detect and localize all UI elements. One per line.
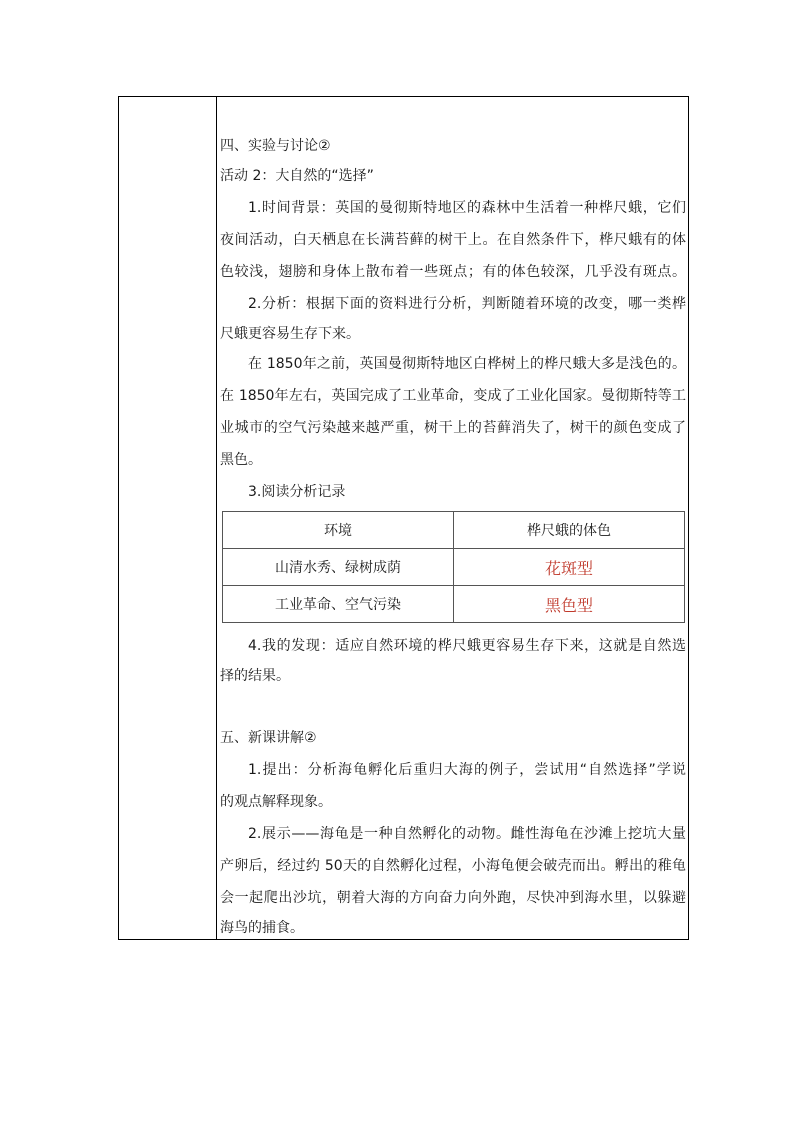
table-cell: 工业革命、空气污染 <box>223 586 454 623</box>
para-line: 尺蛾更容易生存下来。 <box>220 326 360 342</box>
table-answer-cell: 花斑型 <box>454 549 685 586</box>
para-line: 海鸟的捕食。 <box>220 920 304 936</box>
para-line: 4.我的发现：适应自然环境的桦尺蛾更容易生存下来，这就是自然选 <box>248 638 686 654</box>
content-cell <box>218 97 688 939</box>
para-line: 在 1850年之前，英国曼彻斯特地区白桦树上的桦尺蛾大多是浅色的。 <box>248 356 686 372</box>
table-row <box>223 586 685 623</box>
lesson-table <box>118 96 689 940</box>
para-line: 业城市的空气污染越来越严重，树干上的苔藓消失了，树干的颜色变成了 <box>220 420 686 436</box>
para-line: 的观点解释现象。 <box>220 794 332 810</box>
para-line: 黑色。 <box>220 452 262 468</box>
table-row <box>223 512 685 549</box>
table-row <box>223 549 685 586</box>
para-line: 2.分析：根据下面的资料进行分析，判断随着环境的改变，哪一类桦 <box>248 296 686 312</box>
table-header-cell: 桦尺蛾的体色 <box>454 512 685 549</box>
section5-heading: 五、新课讲解② <box>220 730 317 746</box>
para-line: 在 1850年左右，英国完成了工业革命，变成了工业化国家。曼彻斯特等工 <box>220 388 686 404</box>
section4-heading: 四、实验与讨论② <box>220 138 331 154</box>
table-answer-cell: 黑色型 <box>454 586 685 623</box>
para-line: 择的结果。 <box>220 668 290 684</box>
para-line: 产卵后，经过约 50天的自然孵化过程，小海龟便会破壳而出。孵出的稚龟 <box>220 858 686 874</box>
para-line: 会一起爬出沙坑，朝着大海的方向奋力向外跑，尽快冲到海水里，以躲避 <box>220 890 686 906</box>
activity-title: 活动 2：大自然的“选择” <box>220 168 374 184</box>
table-cell: 山清水秀、绿树成荫 <box>223 549 454 586</box>
para-line: 色较浅，翅膀和身体上散布着一些斑点；有的体色较深，几乎没有斑点。 <box>220 264 686 280</box>
record-title: 3.阅读分析记录 <box>248 484 346 500</box>
para-line: 2.展示——海龟是一种自然孵化的动物。雌性海龟在沙滩上挖坑大量 <box>248 826 686 842</box>
para-line: 1.提出：分析海龟孵化后重归大海的例子，尝试用“自然选择”学说 <box>248 762 686 778</box>
para-line: 1.时间背景：英国的曼彻斯特地区的森林中生活着一种桦尺蛾，它们 <box>248 200 686 216</box>
record-table <box>222 511 685 623</box>
para-line: 夜间活动，白天栖息在长满苔藓的树干上。在自然条件下，桦尺蛾有的体 <box>220 232 686 248</box>
left-column <box>119 97 217 939</box>
table-header-cell: 环境 <box>223 512 454 549</box>
